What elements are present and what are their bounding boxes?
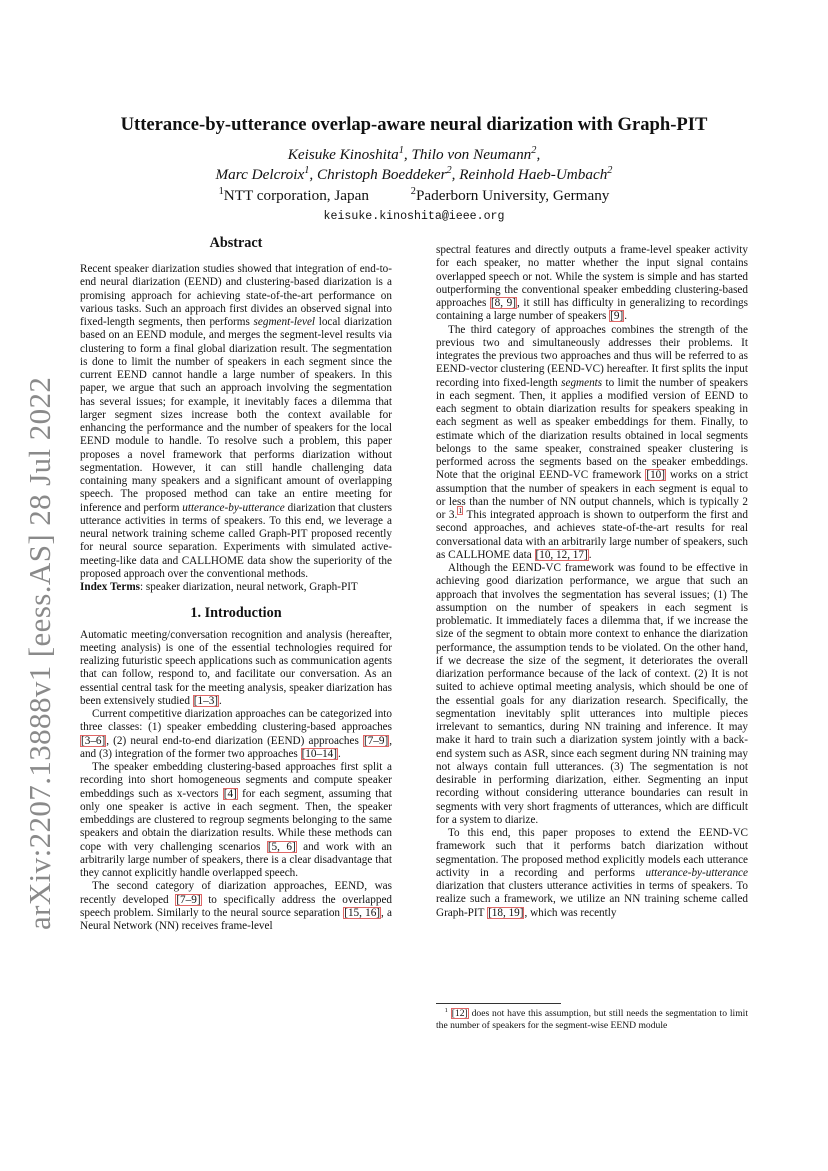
affiliation-2: $^2$Paderborn University, Germany xyxy=(410,185,610,204)
author-email[interactable]: keisuke.kinoshita@ieee.org xyxy=(323,210,505,223)
citation-link[interactable]: [8, 9] xyxy=(490,297,516,309)
intro-heading: 1. Introduction xyxy=(190,605,282,622)
left-column xyxy=(80,235,393,933)
intro-paragraph-2: Current competitive diarization approaches can be categorized into three classes: (1) speaker embedding clustering-based approaches [3–6], (2) neural end-to-end diarization (EEND) approaches [7–9], and (3) integration of the former two approaches [10–14]. xyxy=(80,708,392,760)
intro-paragraph-3: The speaker embedding clustering-based approaches first split a recording into short homogeneous segments and compute speaker embeddings such as x-vectors [4] for each segment, assuming that only one speaker is active in each segment. Then, the speaker embeddings are clustered to regroup segments belonging to the same speakers and obtain the diarization results. While these methods can cope with very challenging scenarios [5, 6] and work with an arbitrarily large number of speakers, there is a clear disadvantage that they cannot explicitly handle overlapped speech. xyxy=(80,761,393,879)
citation-link[interactable]: [3–6] xyxy=(81,734,106,747)
citation-link[interactable]: [4] xyxy=(223,787,237,800)
author-line-1: Keisuke Kinoshita$^1$, Thilo von Neumann$^2$, xyxy=(287,144,541,163)
abstract-heading: Abstract xyxy=(209,235,263,251)
author-line-2: Marc Delcroix$^1$, Christoph Boeddeker$^2$, Reinhold Haeb-Umbach$^2$ xyxy=(215,164,613,183)
index-terms: Index Terms: speaker diarization, neural network, Graph-PIT xyxy=(80,581,358,593)
intro-paragraph-7: Although the EEND-VC framework was found to be effective in achieving good diarization performance, we argue that such an approach that involves the segmentation has several issues; (1) The assumption on the number of speakers in each segment is problematic. It immediately faces a dilemma that, if we increase the size of the segment to obtain more context to enhance the diarization performance, the assumption tends to be violated. On the other hand, if we decrease the size of the segment, it deteriorates the overall diarization performance because of the lack of context. (2) It is not suited to achieve optimal meeting analysis, which should be one of the essential goals for any diarization research. Specifically, the segmentation inevitably split utterances into multiple pieces irrelevant to semantics, during NN training and inference. It may make it hard to train such a diarization system jointly with a back-end system such as ASR, since each segment during NN training may not always contain full utterances. (3) The segmentation is not desirable in performing diarization, either. Segmenting an input recording without considering utterance boundaries can result in segments with very short fragments of utterances, which are difficult for a system to diarize. xyxy=(436,562,748,826)
affiliation-1: $^1$NTT corporation, Japan xyxy=(218,185,369,204)
footnote: $^1$ [12] does not have this assumption, but still needs the segmentation to limit the number of speakers for the segment-wise EEND module xyxy=(436,1006,748,1031)
citation-link[interactable]: [5, 6] xyxy=(267,840,296,853)
citation-link[interactable]: [9] xyxy=(610,310,624,323)
intro-paragraph-4: The second category of diarization approaches, EEND, was recently developed [7–9] to specifically address the overlapped speech problem. Similarly to the neural source separation [15, 16], a Neural Network (NN) receives frame-level xyxy=(80,880,393,932)
author-list xyxy=(80,145,748,185)
citation-link[interactable]: [10, 12, 17] xyxy=(535,548,588,561)
citation-link[interactable]: [12] xyxy=(451,1008,468,1019)
footnote-marker[interactable]: 1 xyxy=(458,506,463,516)
right-column xyxy=(436,244,748,920)
intro-paragraph-6: The third category of approaches combines the strength of the previous two and simultaneously addresses their problems. It integrates the previous two approaches and thus will be referred to as EEND-vector clustering (EEND-VC) hereafter. It first splits the input recording into fixed-length segments to limit the number of speakers in each segment. Then, it applies a modified version of EEND to each segment to obtain diarization results for speakers speaking in each segment as well as speaker embeddings for them. Finally, to estimate which of the diarization results obtained in local segments belongs to the same speaker, constrained speaker clustering is performed across the segments based on the speaker embeddings. Note that the original EEND-VC framework [10] works on a strict assumption that the number of speakers in each segment is equal to or less than the number of NN output channels, which is typically 2 or 3.$^1$ This integrated approach is shown to outperform the first and second approaches, and achieves state-of-the-art results for real conversational data with an arbitrarily large number of speakers, such as CALLHOME data [10, 12, 17]. xyxy=(436,323,748,561)
citation-link[interactable]: [18, 19] xyxy=(488,906,524,919)
citation-link[interactable]: [1–3] xyxy=(193,694,219,707)
intro-paragraph-8: To this end, this paper proposes to extend the EEND-VC framework such that it performs batch diarization without segmentation. The proposed method explicitly models each utterance activity in a recording and performs utterance-by-utterance diarization that clusters utterance activities in terms of speakers. To realize such a framework, we utilize an NN training scheme called Graph-PIT [18, 19], which was recently xyxy=(436,827,748,919)
intro-paragraph-5: spectral features and directly outputs a frame-level speaker activity for each speaker, no matter whether the input signal contains overlapped speech or not. While the system is simple and has started outperforming the conventional speaker embedding clustering-based approaches [8, 9], it still has difficulty in generalizing to recordings containing a large number of speakers [9]. xyxy=(436,244,748,323)
citation-link[interactable]: [10–14] xyxy=(301,747,337,760)
citation-link[interactable]: [15, 16] xyxy=(344,906,381,919)
paper-title: Utterance-by-utterance overlap-aware neural diarization with Graph-PIT xyxy=(120,114,708,135)
abstract-body: Recent speaker diarization studies showed that integration of end-to-end neural diarization (EEND) and clustering-based diarization is a promising approach for achieving state-of-the-art performance on various tasks. Such an approach first divides an observed signal into fixed-length segments, then performs segment-level local diarization based on an EEND module, and merges the segment-level results via clustering to form a final global diarization result. The segmentation is done to limit the number of speakers in each segment since the current EEND cannot handle a large number of speakers. In this paper, we argue that such an approach involving the segmentation has several issues; for example, it inevitably faces a dilemma that larger segment sizes increase both the context available for enhancing the performance and the number of speakers for the local EEND module to handle. To resolve such a problem, this paper proposes a novel framework that performs diarization without segmentation. However, it can still handle challenging data containing many speakers and a significant amount of overlapping speech. The proposed method can take an entire meeting for inference and perform utterance-by-utterance diarization that clusters utterance activities in terms of speakers. To this end, we leverage a neural network training scheme called Graph-PIT proposed recently for neural source separation. Experiments with simulated active-meeting-like data and CALLHOME data show the superiority of the proposed approach over the conventional methods. xyxy=(80,263,392,580)
citation-link[interactable]: [7–9] xyxy=(176,893,201,906)
citation-link[interactable]: [10] xyxy=(646,469,665,482)
affiliations xyxy=(80,187,748,205)
arxiv-stamp: arXiv:2207.13888v1 [eess.AS] 28 Jul 2022 xyxy=(22,376,57,930)
intro-paragraph-1: Automatic meeting/conversation recognition and analysis (hereafter, meeting analysis) is one of the essential technologies required for realizing futuristic speech applications such as communication agents that can follow, respond to, and facilitate our conversation. As an essential central task for the meeting analysis, speaker diarization has been extensively studied [1–3]. xyxy=(80,628,392,707)
footnote-divider xyxy=(436,1003,561,1004)
citation-link[interactable]: [7–9] xyxy=(363,734,389,747)
